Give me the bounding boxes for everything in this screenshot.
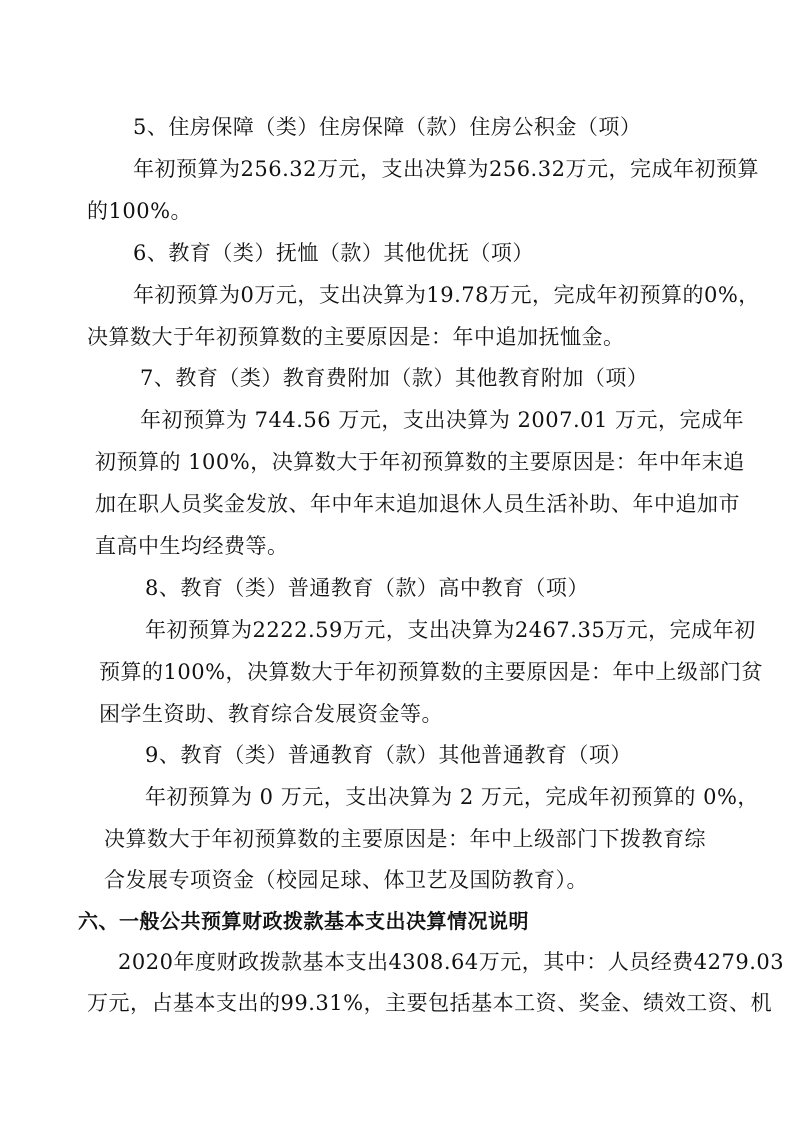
- item-9-heading: 9、教育（类）普通教育（款）其他普通教育（项）: [145, 743, 632, 767]
- paragraph-line: 决算数大于年初预算数的主要原因是：年中上级部门下拨教育综: [104, 827, 706, 851]
- paragraph-line: 直高中生均经费等。: [95, 534, 289, 558]
- paragraph-line: 万元，占基本支出的99.31%，主要包括基本工资、奖金、绩效工资、机: [87, 991, 773, 1015]
- paragraph-line: 决算数大于年初预算数的主要原因是：年中追加抚恤金。: [87, 325, 625, 349]
- paragraph-line: 年初预算为 744.56 万元，支出决算为 2007.01 万元，完成年: [140, 408, 745, 432]
- paragraph-line: 年初预算为256.32万元，支出决算为256.32万元，完成年初预算: [133, 157, 759, 181]
- paragraph-line: 年初预算为0万元，支出决算为19.78万元，完成年初预算的0%，: [133, 283, 760, 307]
- paragraph-line: 2020年度财政拨款基本支出4308.64万元，其中：人员经费4279.03: [118, 950, 785, 974]
- item-8-heading: 8、教育（类）普通教育（款）高中教育（项）: [145, 576, 589, 600]
- item-6-heading: 6、教育（类）抚恤（款）其他优抚（项）: [133, 241, 534, 265]
- paragraph-line: 的100%。: [87, 199, 193, 223]
- paragraph-line: 年初预算为2222.59万元，支出决算为2467.35万元，完成年初: [145, 618, 756, 642]
- paragraph-line: 加在职人员奖金发放、年中年末追加退休人员生活补助、年中追加市: [95, 492, 740, 516]
- item-5-heading: 5、住房保障（类）住房保障（款）住房公积金（项）: [133, 115, 642, 139]
- paragraph-line: 预算的100%，决算数大于年初预算数的主要原因是：年中上级部门贫: [99, 660, 764, 684]
- paragraph-line: 年初预算为 0 万元，支出决算为 2 万元，完成年初预算的 0%，: [145, 785, 759, 809]
- section-6-heading: 六、一般公共预算财政拨款基本支出决算情况说明: [78, 909, 529, 933]
- item-7-heading: 7、教育（类）教育费附加（款）其他教育附加（项）: [140, 366, 649, 390]
- paragraph-line: 困学生资助、教育综合发展资金等。: [99, 702, 443, 726]
- paragraph-line: 合发展专项资金（校园足球、体卫艺及国防教育）。: [104, 868, 588, 892]
- paragraph-line: 初预算的 100%，决算数大于年初预算数的主要原因是：年中年末追: [95, 450, 745, 474]
